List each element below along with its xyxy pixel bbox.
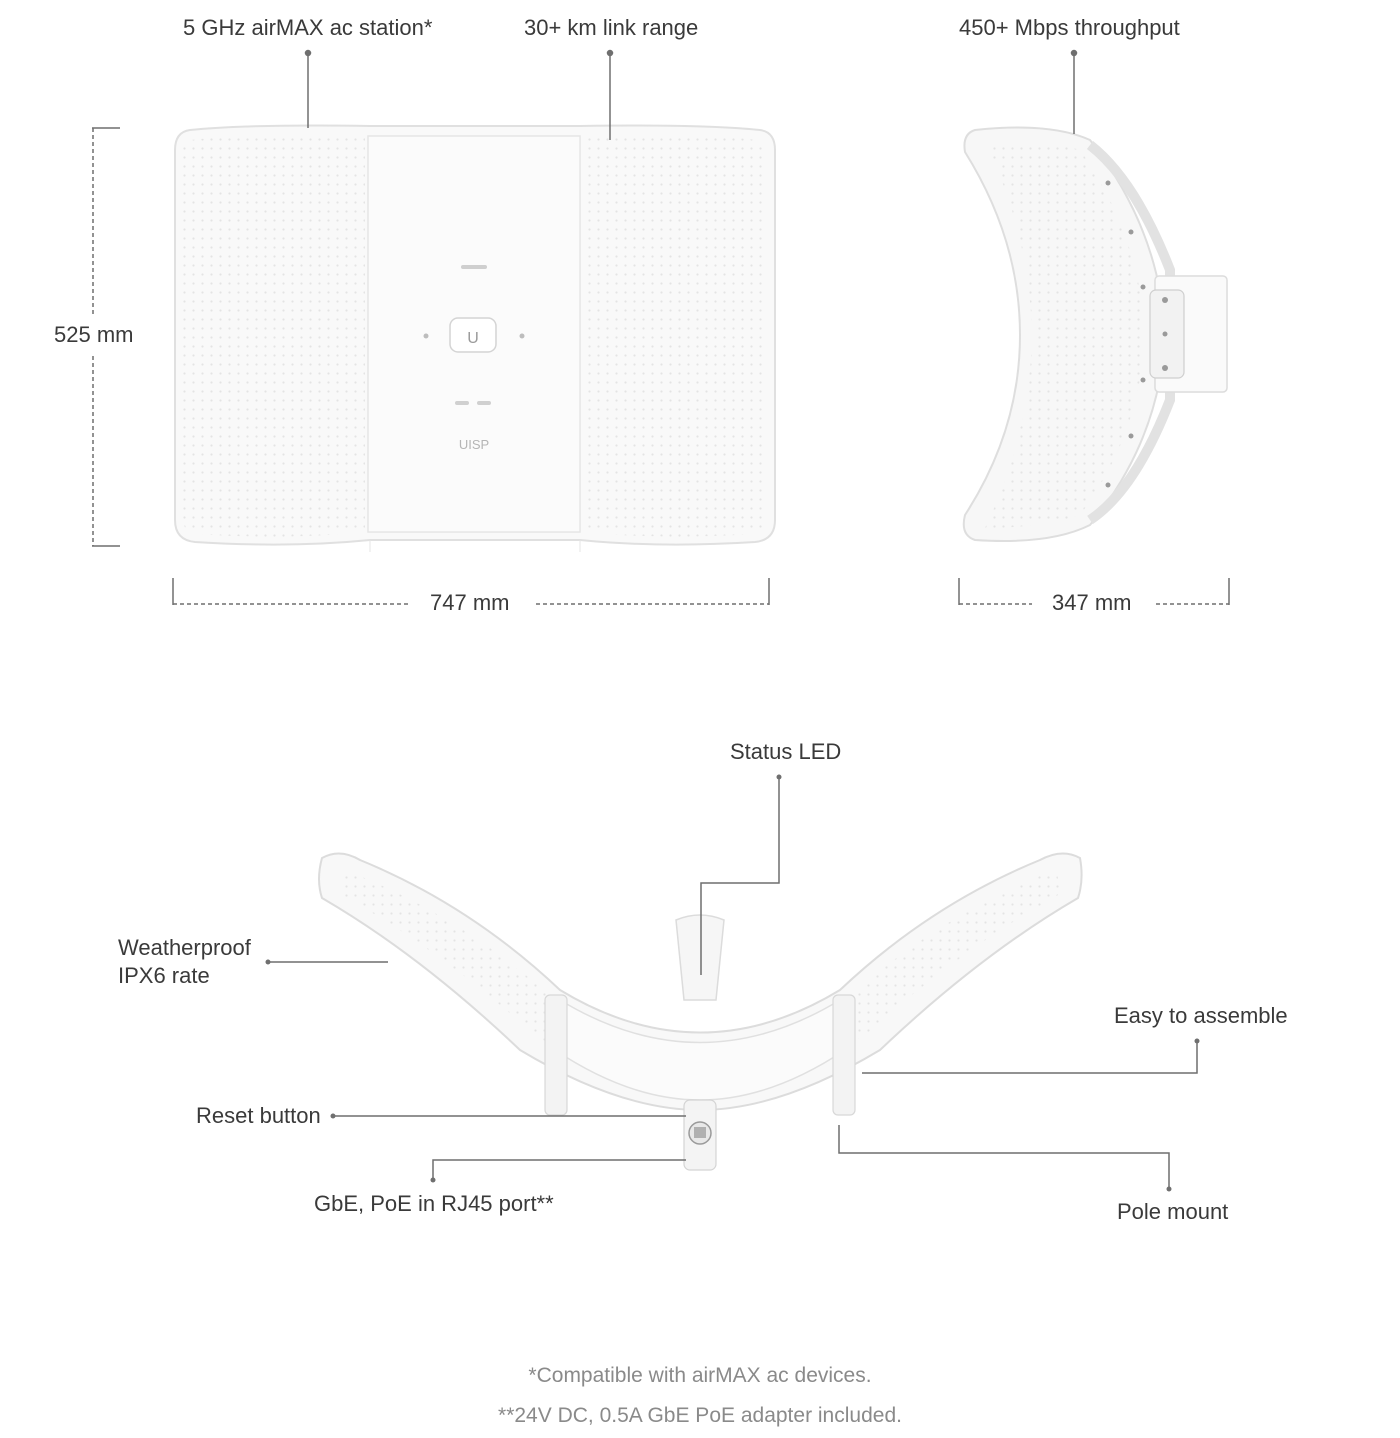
range-callout: 30+ km link range <box>524 15 699 40</box>
uisp-brand-mark: UISP <box>458 437 490 452</box>
easy-assemble-callout: Easy to assemble <box>1114 1003 1288 1028</box>
depth-dimension-label: 347 mm <box>1052 590 1132 615</box>
weatherproof-callout-line1: Weatherproof <box>118 935 251 960</box>
footnote-compatibility: *Compatible with airMAX ac devices. <box>528 1364 872 1387</box>
center-logo-glyph: U <box>467 330 479 347</box>
throughput-callout: 450+ Mbps throughput <box>959 15 1180 40</box>
rj45-port-callout: GbE, PoE in RJ45 port** <box>314 1191 554 1216</box>
weatherproof-callout-line2: IPX6 rate <box>118 963 210 988</box>
side-view-device <box>964 128 1227 541</box>
side-callout-leader <box>1072 51 1077 135</box>
top-callout-dots <box>266 775 1200 1192</box>
height-dimension-label: 525 mm <box>54 322 134 347</box>
reset-button-callout: Reset button <box>196 1103 321 1128</box>
top-callout-leaders <box>268 777 1197 1189</box>
pole-mount-callout: Pole mount <box>1117 1199 1229 1224</box>
station-callout: 5 GHz airMAX ac station* <box>183 15 433 40</box>
footnote-poe-adapter: **24V DC, 0.5A GbE PoE adapter included. <box>498 1404 902 1427</box>
width-dimension-label: 747 mm <box>430 590 510 615</box>
status-led-callout: Status LED <box>730 739 842 764</box>
